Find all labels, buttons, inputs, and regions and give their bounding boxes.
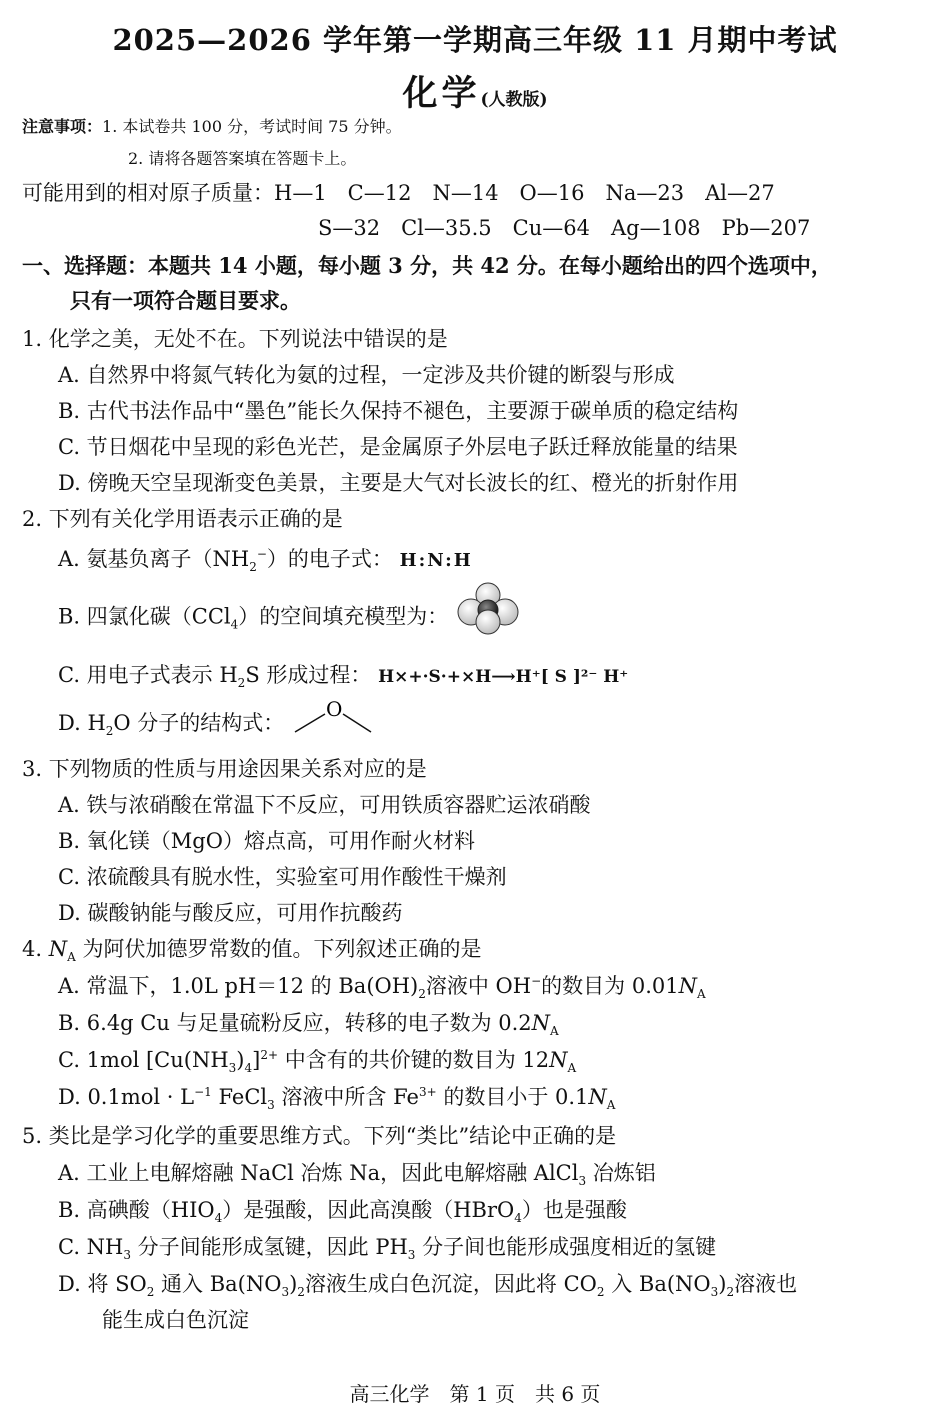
q4-d-text-3: 溶液中所含 Fe	[274, 1085, 419, 1109]
q4-b-na-sub: A	[550, 1024, 559, 1039]
q5-option-d	[58, 1269, 797, 1299]
q4-c-sub-2: 4	[244, 1061, 253, 1076]
exam-title: 2025—2026 学年第一学期高三年级 11 月期中考试	[112, 23, 838, 57]
q5-d-sub-2: 3	[281, 1285, 290, 1300]
q4-c-text-4: 中含有的共价键的数目为 12	[278, 1048, 550, 1072]
q2-c-sub: 2	[237, 676, 246, 691]
q4-option-a	[58, 971, 706, 1001]
q4-b-text: B. 6.4g Cu 与足量硫粉反应，转移的电子数为 0.2	[58, 1011, 532, 1035]
page-footer: 高三化学 第 1 页 共 6 页	[349, 1382, 601, 1406]
q5-b-text-3: ）也是强酸	[521, 1198, 627, 1222]
q1-stem: 1. 化学之美，无处不在。下列说法中错误的是	[22, 327, 448, 351]
q2-option-d	[58, 697, 377, 739]
subject-name: 化学	[402, 73, 481, 114]
q2-a-sub: 2	[249, 560, 257, 575]
q2-a-text: A. 氨基负离子（NH	[58, 547, 250, 571]
q2-b-text-2: ）的空间填充模型为：	[238, 604, 449, 629]
q5-d-text-6: )	[718, 1272, 727, 1296]
water-structure-formula	[291, 698, 377, 738]
q4-a-text: A. 常温下，1.0L pH＝12 的 Ba(OH)	[58, 974, 419, 998]
q4-a-sub: 2	[418, 987, 426, 1002]
q5-a-sub: 3	[578, 1174, 587, 1189]
q5-d-sub-3: 2	[297, 1285, 305, 1300]
q5-d-text-5: 入 Ba(NO	[604, 1272, 711, 1296]
q2-a-sup: −	[256, 547, 267, 561]
q4-c-text-3: ]	[252, 1048, 261, 1072]
q5-d-sub-5: 3	[710, 1285, 719, 1300]
q2-a-text-2: ）的电子式：	[266, 547, 393, 571]
q4-d-sup: −1	[194, 1085, 212, 1099]
h2s-reactants: H×+·S·+×H	[378, 667, 492, 687]
q4-option-d	[58, 1082, 615, 1112]
q2-stem: 2. 下列有关化学用语表示正确的是	[22, 507, 343, 531]
q4-c-sup: 2+	[260, 1048, 279, 1062]
q1-option-a: A. 自然界中将氮气转化为氨的过程，一定涉及共价键的断裂与形成	[58, 363, 675, 387]
q4-option-c	[58, 1045, 576, 1075]
section-heading-2: 只有一项符合题目要求。	[70, 288, 301, 313]
q5-c-sub-2: 3	[407, 1248, 416, 1263]
q5-option-d-continued: 能生成白色沉淀	[102, 1308, 249, 1332]
subject-title	[0, 66, 950, 116]
q5-d-text: D. 将 SO	[58, 1272, 147, 1296]
q4-d-text-2: FeCl	[211, 1085, 268, 1109]
atomic-mass-values-1: H—1 C—12 N—14 O—16 Na—23 Al—27	[274, 181, 775, 205]
notice-label: 注意事项：	[22, 117, 103, 136]
q2-option-c	[58, 660, 628, 692]
q5-stem: 5. 类比是学习化学的重要思维方式。下列“类比”结论中正确的是	[22, 1124, 617, 1148]
atomic-mass-row-1	[22, 178, 775, 208]
q4-stem-text: 为阿伏加德罗常数的值。下列叙述正确的是	[75, 937, 482, 961]
section-heading-1: 一、选择题：本题共 14 小题，每小题 3 分，共 42 分。在每小题给出的四个选项中，	[22, 253, 832, 278]
avogadro-symbol: N	[48, 937, 68, 961]
q5-d-sub-4: 2	[596, 1285, 605, 1300]
q5-c-sub: 3	[123, 1248, 131, 1263]
q5-c-text-3: 分子间也能形成强度相近的氢键	[415, 1235, 717, 1259]
q2-d-text-2: O 分子的结构式：	[113, 711, 285, 735]
ccl4-space-filling-model	[455, 582, 521, 636]
q4-d-na: N	[588, 1085, 607, 1109]
q4-b-na: N	[531, 1011, 551, 1035]
h2s-product: H⁺[ S ]²⁻ H⁺	[515, 667, 629, 687]
edition-label: (人教版)	[480, 90, 548, 110]
amide-electron-formula: H:N:H	[399, 550, 473, 571]
q4-a-text-2: 溶液中 OH	[425, 974, 532, 998]
q4-c-na: N	[549, 1048, 568, 1072]
q5-c-text-2: 分子间能形成氢键，因此 PH	[131, 1235, 408, 1259]
q4-d-sub: 3	[267, 1098, 275, 1113]
q5-b-text: B. 高碘酸（HIO	[58, 1198, 215, 1222]
q5-c-text: C. NH	[58, 1235, 124, 1259]
q5-d-text-3: )	[289, 1272, 298, 1296]
q5-option-c	[58, 1232, 716, 1262]
q4-d-text-4: 的数目小于 0.1	[436, 1085, 589, 1109]
reaction-arrow-icon: ⟶	[491, 667, 516, 687]
q2-d-text: D. H	[58, 711, 106, 735]
q2-b-sub: 4	[230, 617, 239, 632]
q5-d-text-4: 溶液生成白色沉淀，因此将 CO	[304, 1272, 597, 1296]
q3-option-c: C. 浓硫酸具有脱水性，实验室可用作酸性干燥剂	[58, 865, 507, 889]
q2-c-text-2: S 形成过程：	[245, 663, 372, 687]
q5-d-sub: 2	[146, 1285, 155, 1300]
q1-option-b: B. 古代书法作品中“墨色”能长久保持不褪色，主要源于碳单质的稳定结构	[58, 399, 739, 423]
oxygen-label: O	[326, 697, 343, 721]
atomic-mass-label: 可能用到的相对原子质量：	[22, 181, 274, 205]
q4-a-sup: −	[531, 974, 542, 988]
q4-c-text: C. 1mol [Cu(NH	[58, 1048, 229, 1072]
q4-stem	[22, 934, 481, 964]
atomic-mass-row-2: S—32 Cl—35.5 Cu—64 Ag—108 Pb—207	[318, 216, 811, 240]
notice-line-1	[22, 112, 402, 142]
q5-b-sub: 4	[214, 1211, 223, 1226]
q5-option-a	[58, 1158, 656, 1188]
q5-d-text-7: 溶液也	[734, 1272, 798, 1296]
q2-b-text: B. 四氯化碳（CCl	[58, 604, 231, 629]
q3-option-b: B. 氧化镁（MgO）熔点高，可用作耐火材料	[58, 829, 475, 853]
h2s-formation-formula	[378, 667, 628, 687]
q5-a-text: A. 工业上电解熔融 NaCl 冶炼 Na，因此电解熔融 AlCl	[58, 1161, 579, 1185]
q3-option-a: A. 铁与浓硝酸在常温下不反应，可用铁质容器贮运浓硝酸	[58, 793, 591, 817]
q1-option-d: D. 傍晚天空呈现渐变色美景，主要是大气对长波长的红、橙光的折射作用	[58, 471, 739, 495]
q5-b-text-2: ）是强酸，因此高溴酸（HBrO	[222, 1198, 515, 1222]
q4-c-text-2: )	[236, 1048, 245, 1072]
q2-d-sub: 2	[105, 724, 114, 739]
q4-a-na-sub: A	[696, 987, 706, 1002]
q5-d-sub-6: 2	[726, 1285, 735, 1300]
q5-a-text-2: 冶炼铝	[586, 1161, 656, 1185]
q3-option-d: D. 碳酸钠能与酸反应，可用作抗酸药	[58, 901, 403, 925]
q3-stem: 3. 下列物质的性质与用途因果关系对应的是	[22, 757, 427, 781]
q2-option-a	[58, 544, 473, 576]
q5-d-text-2: 通入 Ba(NO	[154, 1272, 282, 1296]
q4-c-sub: 3	[228, 1061, 237, 1076]
q1-option-c: C. 节日烟花中呈现的彩色光芒，是金属原子外层电子跃迁释放能量的结果	[58, 435, 738, 459]
q4-d-text: D. 0.1mol · L	[58, 1085, 195, 1109]
notice-item-1: 1. 本试卷共 100 分，考试时间 75 分钟。	[102, 117, 402, 136]
q4-c-na-sub: A	[567, 1061, 577, 1076]
q2-c-text: C. 用电子式表示 H	[58, 663, 238, 687]
q4-a-text-3: 的数目为 0.01	[541, 974, 679, 998]
q4-a-na: N	[678, 974, 697, 998]
q2-option-b	[58, 600, 521, 636]
q5-option-b	[58, 1195, 627, 1225]
q4-option-b	[58, 1008, 559, 1038]
q4-d-na-sub: A	[606, 1098, 616, 1113]
notice-item-2: 2. 请将各题答案填在答题卡上。	[128, 149, 357, 168]
q4-d-sup-2: 3+	[418, 1085, 437, 1099]
q5-b-sub-2: 4	[514, 1211, 522, 1226]
avogadro-sub: A	[67, 950, 76, 965]
q4-number: 4.	[22, 937, 49, 961]
